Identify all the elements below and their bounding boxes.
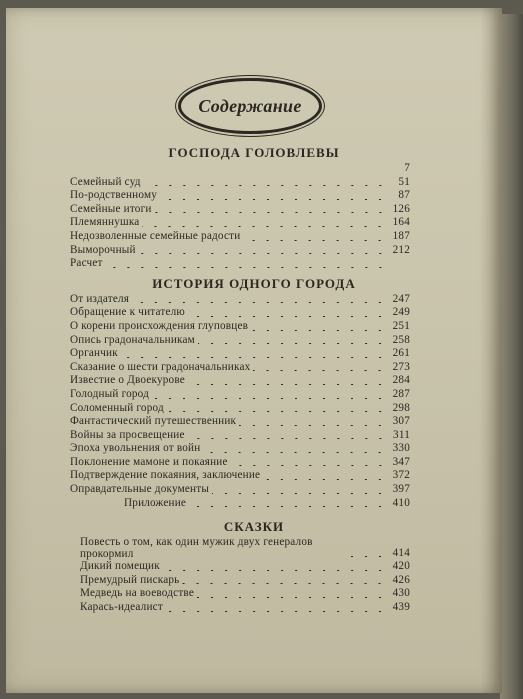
dot-leader xyxy=(239,425,387,426)
page-number: 261 xyxy=(392,347,410,360)
dot-leader xyxy=(160,199,387,200)
entry-title: Приложение xyxy=(124,496,187,509)
dot-leader xyxy=(106,267,387,268)
entry-title: Премудрый пискарь xyxy=(80,573,180,586)
entry-title: Карась-идеалист xyxy=(80,601,163,614)
entry-title: Войны за просвещение xyxy=(70,428,185,441)
toc-entry xyxy=(70,456,410,470)
dot-leader xyxy=(152,398,387,399)
toc-entry xyxy=(70,601,410,615)
entry-title: Голодный город xyxy=(70,387,150,400)
toc-entry xyxy=(70,244,410,258)
dot-leader xyxy=(163,570,387,571)
entry-title: Расчет xyxy=(70,257,103,270)
toc-entry xyxy=(70,574,410,588)
toc-entry xyxy=(70,320,410,334)
section-title-istoriya-odnogo-goroda: ИСТОРИЯ ОДНОГО ГОРОДА xyxy=(152,275,356,291)
page-number: 439 xyxy=(392,601,410,614)
dot-leader xyxy=(251,330,387,331)
entry-title: Соломенный город xyxy=(70,401,164,414)
toc-entry xyxy=(70,587,410,601)
page-number: 7 xyxy=(404,162,410,174)
toc-entry xyxy=(70,230,410,244)
section-title-skazki: СКАЗКИ xyxy=(223,519,285,535)
entry-title: Семейные итоги xyxy=(70,202,152,215)
dot-leader xyxy=(139,253,387,254)
dot-leader xyxy=(182,583,387,584)
toc-entry xyxy=(70,442,410,456)
toc-entry xyxy=(70,203,410,217)
contents-heading: Содержание xyxy=(198,95,302,116)
page-number: 284 xyxy=(392,374,410,387)
entry-title: Выморочный xyxy=(70,243,136,256)
section-list-gospoda-golovlevy xyxy=(70,162,410,271)
dot-leader xyxy=(243,240,387,241)
dot-leader xyxy=(212,493,387,494)
page-number: 247 xyxy=(392,292,410,305)
page-number: 258 xyxy=(392,333,410,346)
page-number: 298 xyxy=(392,401,410,414)
entry-title: По-родственному xyxy=(70,189,158,202)
page-number: 187 xyxy=(392,229,410,242)
page-number: 126 xyxy=(392,202,410,215)
entry-title: Подтверждение покаяния, заключение xyxy=(70,469,261,482)
dot-leader xyxy=(203,452,387,453)
section-list-skazki xyxy=(70,536,410,614)
entry-title: Недозволенные семейные радости xyxy=(70,229,241,242)
toc-entry xyxy=(70,306,410,320)
entry-title: Сказание о шести градоначальниках xyxy=(70,360,251,373)
toc-entry xyxy=(70,334,410,348)
toc-entry xyxy=(70,429,410,443)
dot-leader xyxy=(189,506,387,507)
entry-title: Поклонение мамоне и покаяние xyxy=(70,455,228,468)
page-number: 87 xyxy=(398,189,410,202)
toc-entry xyxy=(70,469,410,483)
entry-title: Семейный суд xyxy=(70,175,141,188)
page-number: 273 xyxy=(392,360,410,373)
toc-entry xyxy=(70,216,410,230)
entry-title: Известие о Двоекурове xyxy=(70,374,185,387)
entry-title: Эпоха увольнения от войн xyxy=(70,442,201,455)
toc-entry xyxy=(70,388,410,402)
toc-entry xyxy=(70,483,410,497)
dot-leader xyxy=(166,611,387,612)
page-number: 212 xyxy=(392,243,410,256)
page-number: 397 xyxy=(392,483,410,496)
toc-entry xyxy=(70,189,410,203)
page-number: 410 xyxy=(392,496,410,509)
entry-title: Племяннушка xyxy=(70,216,140,229)
entry-title: Оправдательные документы xyxy=(70,483,210,496)
dot-leader xyxy=(155,212,387,213)
dot-leader xyxy=(167,411,387,412)
dot-leader xyxy=(132,302,387,303)
page-number: 249 xyxy=(392,306,410,319)
dot-leader xyxy=(263,479,387,480)
page-number: 311 xyxy=(393,428,410,441)
page-number: 347 xyxy=(392,455,410,468)
dot-leader xyxy=(188,384,387,385)
toc-entry xyxy=(70,347,410,361)
dot-leader xyxy=(348,556,387,557)
page-number: 330 xyxy=(392,442,410,455)
dot-leader xyxy=(231,465,387,466)
dot-leader xyxy=(121,357,387,358)
contents-heading-oval xyxy=(178,78,322,134)
page-number: 430 xyxy=(392,587,410,600)
page-number: 251 xyxy=(392,319,410,332)
entry-title: Дикий помещик xyxy=(80,560,160,573)
entry-title: От издателя xyxy=(70,292,130,305)
page-number: 164 xyxy=(392,216,410,229)
entry-title: Повесть о том, как один мужик двух генералов прокормил xyxy=(80,536,313,561)
dot-leader xyxy=(188,316,387,317)
book-page-edge xyxy=(500,14,523,699)
entry-title: Опись градоначальникам xyxy=(70,333,195,346)
dot-leader xyxy=(188,438,387,439)
dot-leader xyxy=(142,226,387,227)
toc-entry xyxy=(70,415,410,429)
section-list-istoriya-odnogo-goroda xyxy=(70,293,410,511)
entry-title: Фантастический путешественник xyxy=(70,415,237,428)
page-number: 287 xyxy=(392,387,410,400)
toc-entry xyxy=(70,176,410,190)
toc-entry xyxy=(70,162,410,176)
entry-title: О корени происхождения глуповцев xyxy=(70,319,249,332)
toc-entry xyxy=(70,497,410,511)
toc-entry xyxy=(70,361,410,375)
toc-entry xyxy=(70,402,410,416)
page-number: 51 xyxy=(398,175,410,188)
toc-entry xyxy=(70,374,410,388)
toc-entry xyxy=(70,560,410,574)
dot-leader xyxy=(197,597,387,598)
dot-leader xyxy=(144,185,387,186)
toc-entry xyxy=(70,257,410,271)
entry-title: Органчик xyxy=(70,347,118,360)
dot-leader xyxy=(253,370,387,371)
entry-title: Обращение к читателю xyxy=(70,306,185,319)
section-title-gospoda-golovlevy: ГОСПОДА ГОЛОВЛЕВЫ xyxy=(168,145,340,160)
page-number: 414 xyxy=(392,546,410,559)
page-number: 372 xyxy=(392,469,410,482)
dot-leader xyxy=(198,343,387,344)
page-number: 307 xyxy=(392,415,410,428)
table-of-contents xyxy=(70,78,410,615)
page-number: 426 xyxy=(392,573,410,586)
entry-title: Медведь на воеводстве xyxy=(80,587,194,600)
page-number: 420 xyxy=(392,560,410,573)
toc-entry xyxy=(70,536,410,560)
toc-entry xyxy=(70,293,410,307)
